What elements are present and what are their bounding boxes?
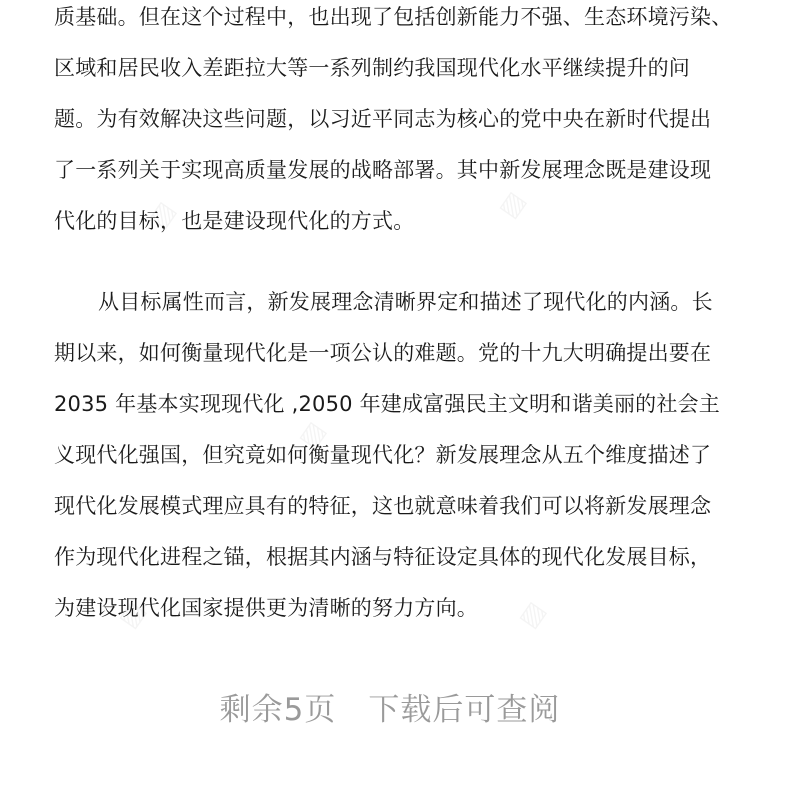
text-line: 代化的目标，也是建设现代化的方式。 — [54, 209, 415, 233]
text-line: 2035 年基本实现现代化 ,2050 年建成富强民主文明和谐美丽的社会主 — [54, 392, 720, 416]
text-line: 现代化发展模式理应具有的特征，这也就意味着我们可以将新发展理念 — [54, 494, 712, 518]
text-line: 义现代化强国，但究竟如何衡量现代化？新发展理念从五个维度描述了 — [54, 443, 712, 467]
text-line: 作为现代化进程之锚，根据其内涵与特征设定具体的现代化发展目标， — [54, 545, 712, 569]
remaining-pages-download-prompt[interactable]: 剩余5页 下载后可查阅 — [219, 692, 561, 728]
text-line: 从目标属性而言，新发展理念清晰界定和描述了现代化的内涵。长 — [98, 290, 713, 314]
text-line: 质基础。但在这个过程中，也出现了包括创新能力不强、生态环境污染、 — [54, 5, 733, 29]
watermark-icon — [513, 596, 552, 633]
text-line: 区域和居民收入差距拉大等一系列制约我国现代化水平继续提升的问 — [54, 56, 690, 80]
text-line: 了一系列关于实现高质量发展的战略部署。其中新发展理念既是建设现 — [54, 158, 712, 182]
text-line: 题。为有效解决这些问题，以习近平同志为核心的党中央在新时代提出 — [54, 107, 712, 131]
text-line: 期以来，如何衡量现代化是一项公认的难题。党的十九大明确提出要在 — [54, 341, 712, 365]
text-line: 为建设现代化国家提供更为清晰的努力方向。 — [54, 596, 478, 620]
